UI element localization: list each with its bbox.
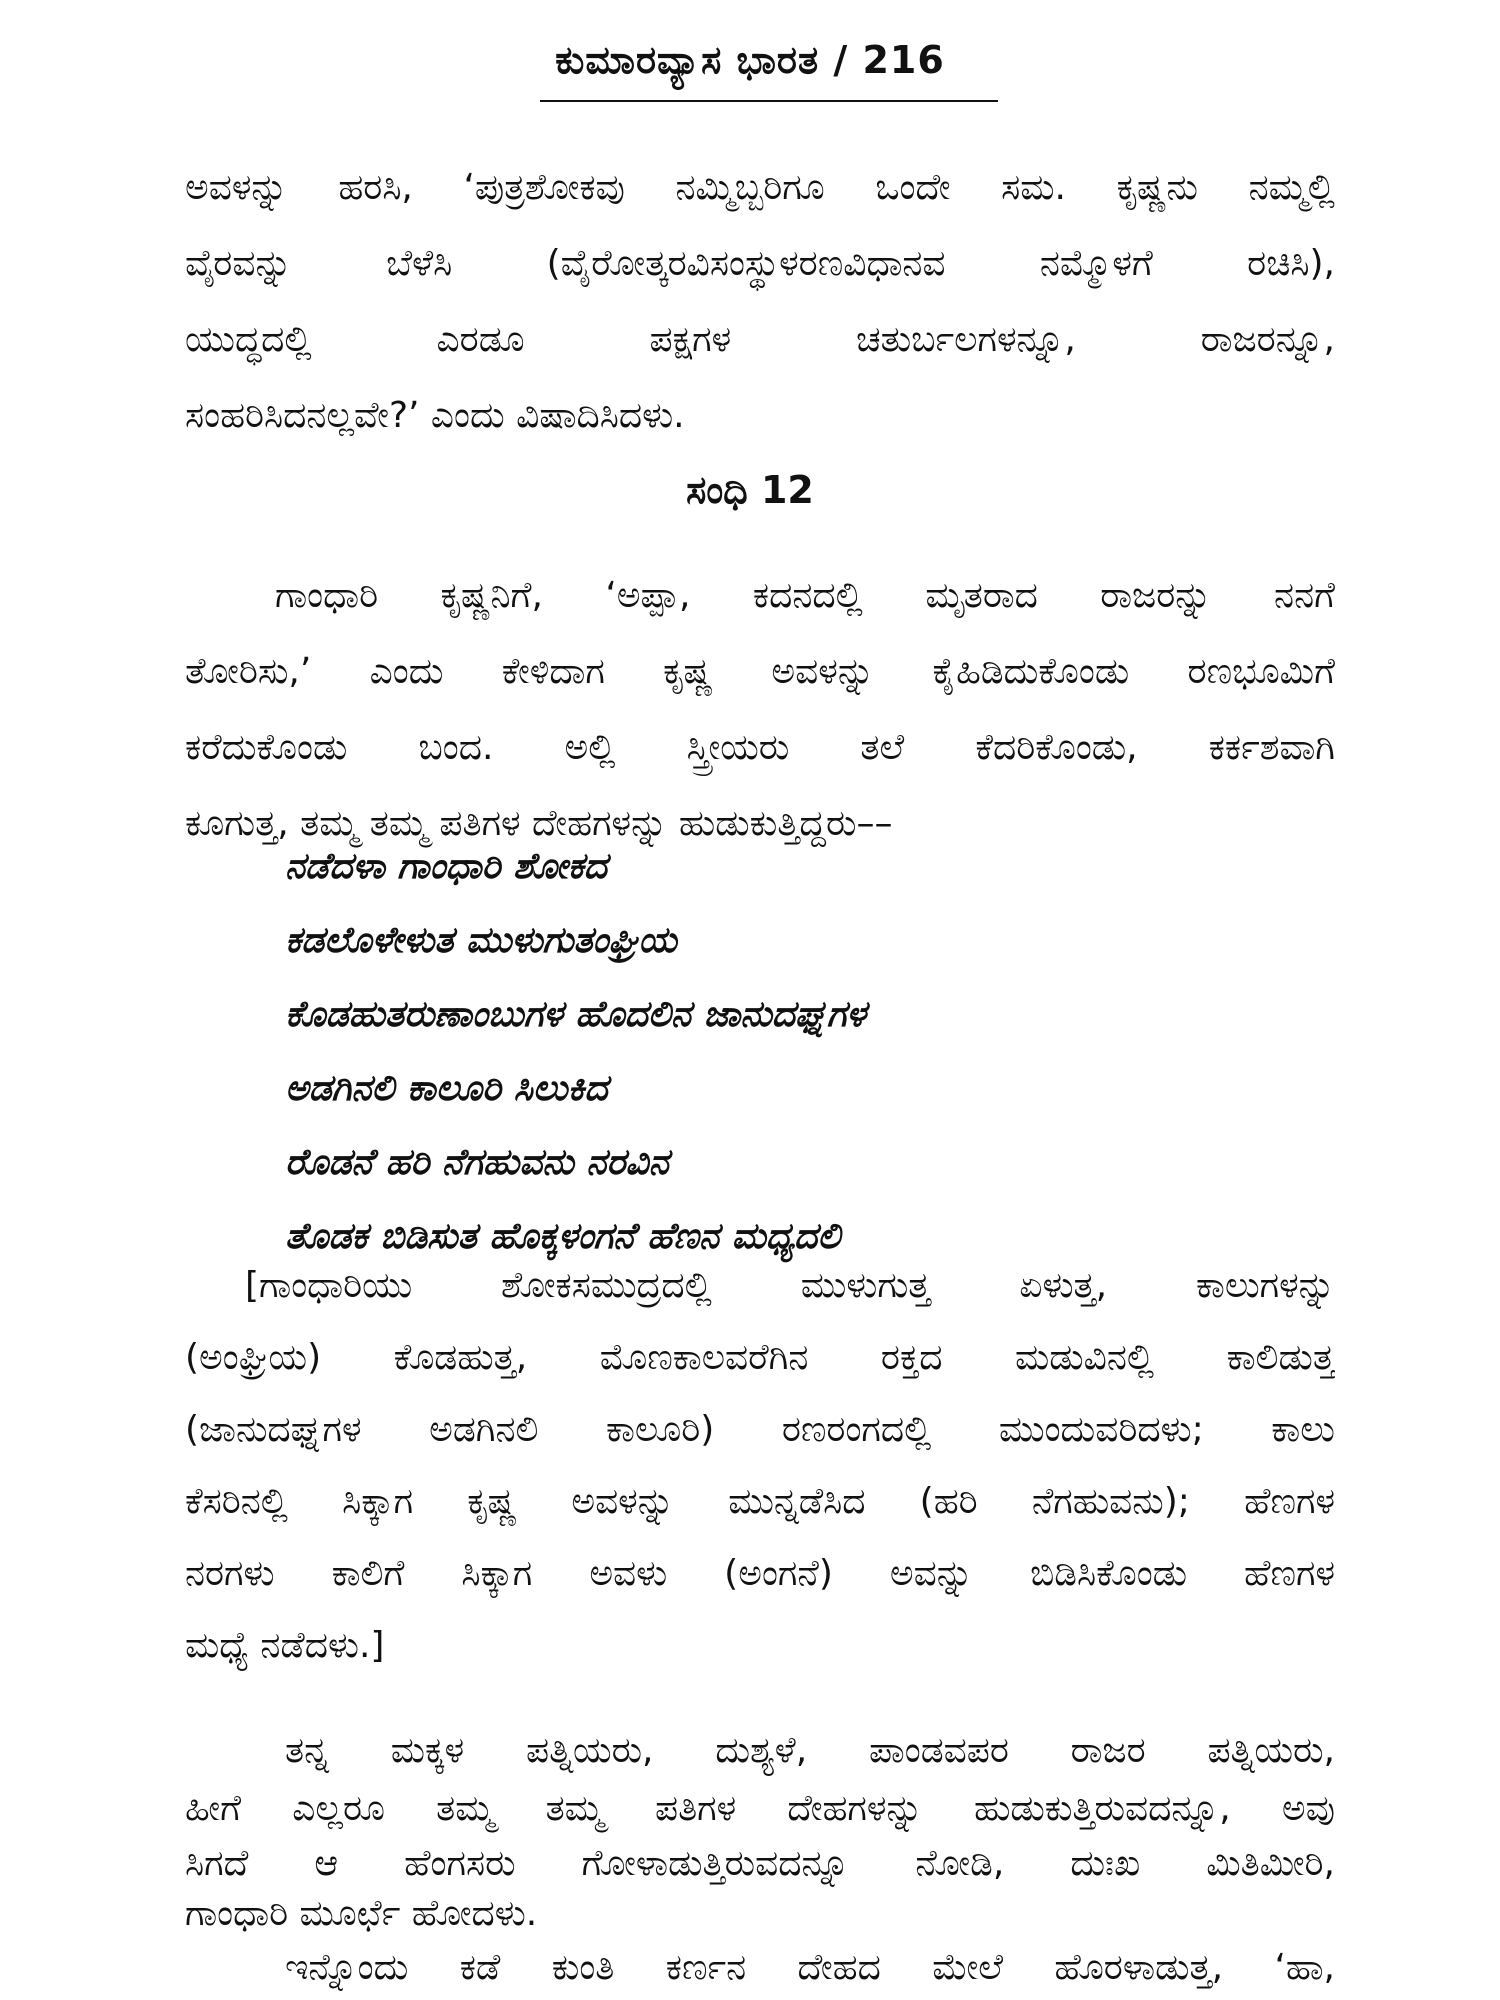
header-rule — [540, 100, 998, 102]
verse-line: ಕೊಡಹುತರುಣಾಂಬುಗಳ ಹೊದಲಿನ ಜಾನುದಘ್ನಗಳ — [285, 994, 866, 1035]
section-title: ಸಂಧಿ 12 — [686, 468, 814, 512]
verse-line: ನಡೆದಳಾ ಗಾಂಧಾರಿ ಶೋಕದ — [285, 846, 608, 887]
text-line: ಗಾಂಧಾರಿ ಮೂರ್ಛೆ ಹೋದಳು. — [185, 1893, 538, 1934]
text-line: ಸಂಹರಿಸಿದನಲ್ಲವೇ?’ ಎಂದು ವಿಷಾದಿಸಿದಳು. — [185, 395, 685, 436]
text-line: (ಅಂಘ್ರಿಯ) ಕೊಡಹುತ್ತ, ಮೊಣಕಾಲವರೆಗಿನ ರಕ್ತದ ಮಡುವಿನಲ್ಲಿ ಕಾಲಿಡುತ್ತ — [185, 1337, 1335, 1378]
text-line: ಗಾಂಧಾರಿ ಕೃಷ್ಣನಿಗೆ, ‘ಅಪ್ಪಾ, ಕದನದಲ್ಲಿ ಮೃತರಾದ ರಾಜರನ್ನು ನನಗೆ — [275, 575, 1335, 616]
text-line: ಕೆಸರಿನಲ್ಲಿ ಸಿಕ್ಕಾಗ ಕೃಷ್ಣ ಅವಳನ್ನು ಮುನ್ನಡೆಸಿದ (ಹರಿ ನೆಗಹುವನು); ಹೆಣಗಳ — [185, 1481, 1335, 1522]
paragraph-1 — [185, 558, 1335, 862]
text-line: ಕೂಗುತ್ತ, ತಮ್ಮ ತಮ್ಮ ಪತಿಗಳ ದೇಹಗಳನ್ನು ಹುಡುಕುತ್ತಿದ್ದರು–– — [185, 803, 893, 844]
text-line: ಸಿಗದೆ ಆ ಹೆಂಗಸರು ಗೋಳಾಡುತ್ತಿರುವದನ್ನೂ ನೋಡಿ, ದುಃಖ ಮಿತಿಮೀರಿ, — [185, 1843, 1335, 1884]
text-line: ನರಗಳು ಕಾಲಿಗೆ ಸಿಕ್ಕಾಗ ಅವಳು (ಅಂಗನೆ) ಅವನ್ನು ಬಿಡಿಸಿಕೊಂಡು ಹೆಣಗಳ — [185, 1553, 1335, 1594]
text-line: ತನ್ನ ಮಕ್ಕಳ ಪತ್ನಿಯರು, ದುಶ್ಯಳೆ, ಪಾಂಡವಪರ ರಾಜರ ಪತ್ನಿಯರು, — [285, 1730, 1335, 1771]
intro-paragraph — [185, 150, 1335, 454]
text-line: ತೋರಿಸು,’ ಎಂದು ಕೇಳಿದಾಗ ಕೃಷ್ಣ ಅವಳನ್ನು ಕೈಹಿಡಿದುಕೊಂಡು ರಣಭೂಮಿಗೆ — [185, 651, 1335, 692]
verse-line: ಕಡಲೊಳೇಳುತ ಮುಳುಗುತಂಘ್ರಿಯ — [285, 920, 677, 961]
text-line: ಕರೆದುಕೊಂಡು ಬಂದ. ಅಲ್ಲಿ ಸ್ತ್ರೀಯರು ತಲೆ ಕೆದರಿಕೊಂಡು, ಕರ್ಕಶವಾಗಿ — [185, 727, 1335, 768]
text-line: ಯುದ್ಧದಲ್ಲಿ ಎರಡೂ ಪಕ್ಷಗಳ ಚತುರ್ಬಲಗಳನ್ನೂ, ರಾಜರನ್ನೂ, — [185, 319, 1335, 360]
text-line: ಅವಳನ್ನು ಹರಸಿ, ‘ಪುತ್ರಶೋಕವು ನಮ್ಮಿಬ್ಬರಿಗೂ ಒಂದೇ ಸಮ. ಕೃಷ್ಣನು ನಮ್ಮಲ್ಲಿ — [185, 167, 1335, 208]
text-line: (ಜಾನುದಘ್ನಗಳ ಅಡಗಿನಲಿ ಕಾಲೂರಿ) ರಣರಂಗದಲ್ಲಿ ಮುಂದುವರಿದಳು; ಕಾಲು — [185, 1409, 1335, 1450]
text-line: ವೈರವನ್ನು ಬೆಳೆಸಿ (ವೈರೋತ್ಕರವಿಸಂಸ್ಥುಳರಣವಿಧಾನವ ನಮ್ಮೊಳಗೆ ರಚಿಸಿ), — [185, 243, 1335, 284]
text-line: [ಗಾಂಧಾರಿಯು ಶೋಕಸಮುದ್ರದಲ್ಲಿ ಮುಳುಗುತ್ತ ಏಳುತ್ತ, ಕಾಲುಗಳನ್ನು — [245, 1265, 1335, 1306]
paragraph-4 — [185, 1944, 1335, 1992]
verse-line: ರೊಡನೆ ಹರಿ ನೆಗಹುವನು ನರವಿನ — [285, 1142, 669, 1183]
text-line: ಹೀಗೆ ಎಲ್ಲರೂ ತಮ್ಮ ತಮ್ಮ ಪತಿಗಳ ದೇಹಗಳನ್ನು ಹುಡುಕುತ್ತಿರುವದನ್ನೂ, ಅವು — [185, 1788, 1335, 1829]
paragraph-3-end — [185, 1890, 1335, 1938]
text-line: ಮಧ್ಯೆ ನಡೆದಳು.] — [185, 1625, 385, 1666]
paragraph-3-cont — [185, 1838, 1335, 1890]
verse-line: ತೊಡಕ ಬಿಡಿಸುತ ಹೊಕ್ಕಳಂಗನೆ ಹೆಣನ ಮಧ್ಯದಲಿ — [285, 1216, 841, 1257]
running-head: ಕುಮಾರವ್ಯಾಸ ಭಾರತ / 216 — [555, 38, 945, 82]
text-line: ಇನ್ನೊಂದು ಕಡೆ ಕುಂತಿ ಕರ್ಣನ ದೇಹದ ಮೇಲೆ ಹೊರಳಾಡುತ್ತ, ‘ಹಾ, — [285, 1947, 1335, 1988]
verse-line: ಅಡಗಿನಲಿ ಕಾಲೂರಿ ಸಿಲುಕಿದ — [285, 1068, 608, 1109]
paragraph-3 — [185, 1722, 1335, 1838]
paragraph-2 — [185, 1250, 1335, 1682]
verse-stanza — [285, 830, 1285, 1274]
